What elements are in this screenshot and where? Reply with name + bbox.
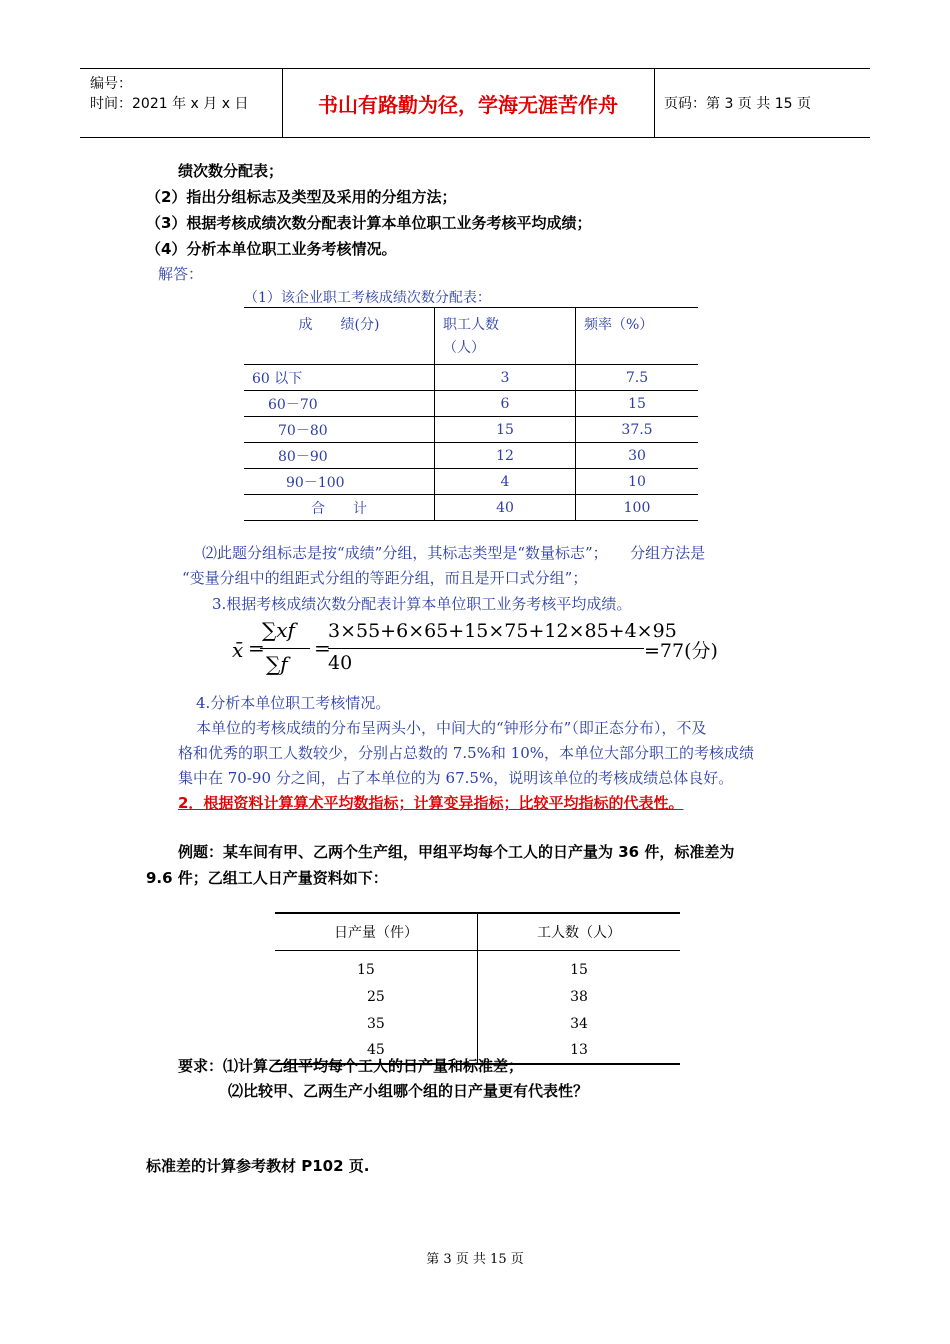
doc-number-label: 编号：	[90, 76, 132, 92]
header-count-line1: 职工人数	[443, 317, 499, 333]
cell-total-count: 40	[435, 495, 576, 521]
table-total-row	[244, 495, 698, 521]
table-row	[275, 1010, 680, 1037]
formula-den: ∑f	[266, 652, 288, 676]
header-cell-score: 成 绩(分)	[244, 308, 435, 365]
formula-xbar: x̄	[232, 638, 244, 662]
answer-label: 解答：	[158, 265, 204, 283]
cell-freq: 37.5	[576, 417, 699, 443]
cell-workers: 13	[478, 1037, 681, 1064]
cell-count: 3	[435, 365, 576, 391]
requirement-1: 要求：⑴计算乙组平均每个工人的日产量和标准差；	[178, 1057, 524, 1075]
table-row	[244, 443, 698, 469]
table-row	[244, 365, 698, 391]
cell-score: 60－70	[244, 391, 435, 417]
header-right-cell	[654, 69, 870, 137]
cell-score: 60 以下	[244, 365, 435, 391]
answer-4-heading: 4.分析本单位职工考核情况。	[196, 694, 391, 712]
cell-total-label: 合 计	[244, 495, 435, 521]
daily-output-table	[275, 912, 680, 1065]
formula-num: ∑xf	[262, 618, 295, 642]
cell-freq: 10	[576, 469, 699, 495]
answer-3-heading: 3.根据考核成绩次数分配表计算本单位职工业务考核平均成绩。	[212, 595, 632, 613]
formula-fraction-bar	[260, 648, 310, 649]
formula-result: =77(分)	[644, 640, 718, 662]
table-header-row	[275, 913, 680, 951]
cell-workers: 15	[570, 961, 588, 978]
formula-fraction-bar-2	[328, 648, 644, 649]
formula-den2: 40	[328, 652, 353, 674]
page-footer: 第 3 页 共 15 页	[426, 1252, 524, 1267]
formula-num2: 3×55+6×65+15×75+12×85+4×95	[328, 620, 677, 642]
header-cell-output: 日产量（件）	[275, 913, 478, 951]
header-center-cell	[282, 69, 655, 137]
table-header-row	[244, 308, 698, 365]
cell-count: 12	[435, 443, 576, 469]
answer-4-line2: 格和优秀的职工人数较少，分别占总数的 7.5%和 10%，本单位大部分职工的考核成绩	[178, 744, 754, 762]
cell-count: 15	[435, 417, 576, 443]
cell-score: 90－100	[244, 469, 435, 495]
cell-total-freq: 100	[576, 495, 699, 521]
cell-count: 4	[435, 469, 576, 495]
answer-2-line1: ⑵此题分组标志是按“成绩”分组，其标志类型是“数量标志”； 分组方法是	[202, 544, 706, 562]
question-1-tail: 绩次数分配表；	[178, 162, 284, 180]
header-count-line2: （人）	[443, 340, 485, 356]
question-3: （3）根据考核成绩次数分配表计算本单位职工业务考核平均成绩；	[146, 214, 592, 232]
cell-output: 35	[275, 1010, 478, 1037]
cell-count: 6	[435, 391, 576, 417]
cell-freq: 30	[576, 443, 699, 469]
table-title: （1）该企业职工考核成绩次数分配表：	[244, 290, 491, 306]
answer-4-line3: 集中在 70-90 分之间，占了本单位的为 67.5%，说明该单位的考核成绩总体良好。	[178, 769, 734, 787]
doc-time-label: 时间：2021 年 x 月 x 日	[90, 96, 249, 112]
example-line1: 例题：某车间有甲、乙两个生产组，甲组平均每个工人的日产量为 36 件，标准差为	[178, 843, 735, 861]
cell-freq: 15	[576, 391, 699, 417]
cell-score: 70－80	[244, 417, 435, 443]
cell-output: 15	[275, 951, 478, 984]
cell-score: 80－90	[244, 443, 435, 469]
motto: 书山有路勤为径，学海无涯苦作舟	[318, 93, 618, 117]
score-distribution-table	[244, 307, 698, 521]
table-row	[275, 983, 680, 1010]
answer-4-line1: 本单位的考核成绩的分布呈两头小，中间大的“钟形分布”（即正态分布），不及	[196, 719, 707, 737]
cell-output: 45	[275, 1037, 478, 1064]
answer-2-line2: “变量分组中的组距式分组的等距分组，而且是开口式分组”；	[182, 569, 588, 587]
requirement-2: ⑵比较甲、乙两生产小组哪个组的日产量更有代表性？	[228, 1082, 589, 1100]
cell-workers: 38	[570, 988, 588, 1005]
question-4: （4）分析本单位职工业务考核情况。	[146, 240, 397, 258]
header-page-label: 页码：第 3 页 共 15 页	[664, 96, 811, 112]
page-header	[80, 68, 870, 138]
cell-freq: 7.5	[576, 365, 699, 391]
table-row	[244, 417, 698, 443]
example-line2: 9.6 件；乙组工人日产量资料如下：	[146, 869, 388, 887]
header-cell-workers: 工人数（人）	[478, 913, 681, 951]
table-row	[275, 951, 680, 984]
cell-output: 25	[275, 983, 478, 1010]
table-row	[244, 391, 698, 417]
header-cell-freq: 频率（%）	[576, 308, 699, 365]
cell-workers: 34	[570, 1015, 588, 1032]
table-row	[244, 469, 698, 495]
header-left-cell	[80, 69, 283, 137]
question-2: （2）指出分组标志及类型及采用的分组方法；	[146, 188, 457, 206]
section-2-title: 2．根据资料计算算术平均数指标；计算变异指标；比较平均指标的代表性。	[178, 794, 684, 812]
header-cell-count	[435, 308, 576, 365]
reference-note: 标准差的计算参考教材 P102 页.	[146, 1157, 370, 1175]
